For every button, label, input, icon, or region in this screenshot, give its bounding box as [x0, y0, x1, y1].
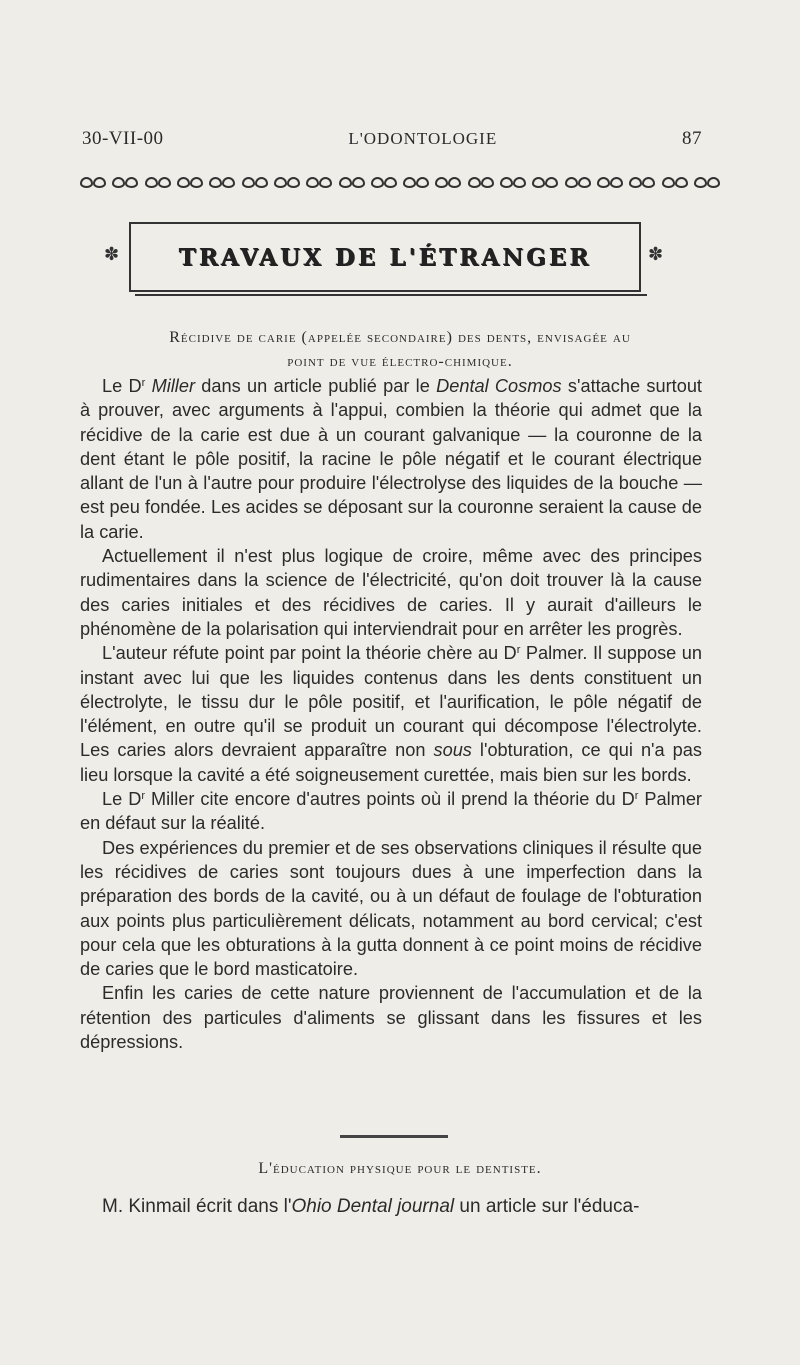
p4-text-b: Miller cite encore d'autres points où il prend la théorie du D	[145, 789, 635, 810]
section2-first-line	[102, 1195, 708, 1219]
p4-sup-2: r	[634, 790, 639, 803]
ornament-knot-icon	[435, 175, 461, 191]
paragraph-5: Des expériences du premier et de ses observations cliniques il résulte que les récidives de caries sont toujours dues à une imperfection dans la préparation des bords de la cavité, ou à un défaut de foulage de l'obturation aux points plus particulièrement délicats, notamment au bord cervical; c'est pour cela que les obturations à la gutta donnent à ce point moins de récidive de caries que le bord masticatoire.	[80, 837, 702, 980]
paragraph-1	[80, 374, 702, 544]
ornament-knot-icon	[629, 175, 655, 191]
page-number: 87	[682, 128, 702, 149]
ornament-knot-icon	[242, 175, 268, 191]
fleuron-left-icon: ✽	[104, 244, 120, 265]
p1-journal-name: Dental Cosmos	[436, 376, 562, 396]
fleuron-right-icon: ✽	[648, 244, 664, 265]
p3-italic-sous: sous	[433, 740, 472, 761]
p1-text-b: dans un article publié par le	[195, 376, 437, 396]
ornament-knot-icon	[209, 175, 235, 191]
header-date: 30-VII-00	[82, 128, 164, 149]
paragraph-2: Actuellement il n'est plus logique de croire, même avec des principes rudimentaires dans la science de l'électricité, qu'on doit trouver là la cause des caries initiales et des récidives de caries. Il y aurait d'ailleurs le phénomène de la polarisation qui interviendrait pour en arrêter les progrès.	[80, 546, 702, 639]
article-title	[80, 326, 720, 374]
s2-text-a: M. Kinmail écrit dans l'	[102, 1196, 292, 1217]
paragraph-3	[80, 641, 702, 787]
p3-text-b: Palmer. Il suppose un instant avec lui que les liquides contenus dans les dents constituent un électrolyte, le tissu dur le pôle positif, et l'aurification, le pôle négatif de l'élément, en outre qu'il se produit un courant qui décompose l'électrolyte. Les caries alors devraient apparaître non	[80, 643, 702, 761]
s2-text-b: un article sur l'éduca-	[454, 1196, 640, 1217]
journal-title: L'ODONTOLOGIE	[348, 129, 498, 148]
p3-sup: r	[516, 644, 521, 657]
paragraph-4	[80, 787, 702, 836]
p3-text-c: l'obturation, ce qui n'a pas lieu lorsque la cavité a été soigneusement curettée, mais bien sur les bords.	[80, 740, 702, 785]
section-divider	[340, 1135, 448, 1138]
p3-text-a: L'auteur réfute point par point la théorie chère au D	[102, 643, 517, 664]
article-title-line1: Récidive de carie (appelée secondaire) des dents, envisagée au	[169, 329, 631, 346]
ornament-knot-icon	[306, 175, 332, 191]
p1-text-c: s'attache surtout à prouver, avec arguments à l'appui, combien la théorie qui admet que la récidive de la carie est due à un courant galvanique — la couronne de la dent étant le pôle positif, la racine le pôle négatif et le courant électrique allant de l'un à l'autre pour produire l'électrolyse des liquides de la bouche — est peu fondée. Les acides se déposant sur la couronne seraient la cause de la carie.	[80, 376, 702, 542]
ornament-knot-icon	[274, 175, 300, 191]
p4-text-a: Le D	[102, 789, 142, 810]
running-header	[82, 128, 702, 150]
ornament-knot-icon	[371, 175, 397, 191]
article-title-line2: point de vue électro-chimique.	[287, 353, 513, 370]
p4-sup-1: r	[141, 790, 146, 803]
ornament-knot-icon	[500, 175, 526, 191]
ornament-knot-icon	[694, 175, 720, 191]
ornament-knot-icon	[532, 175, 558, 191]
banner-title: TRAVAUX DE L'ÉTRANGER	[178, 243, 592, 271]
ornament-knot-icon	[468, 175, 494, 191]
ornament-knot-icon	[80, 175, 106, 191]
p1-sup: r	[141, 377, 146, 389]
p4-text-c: Palmer en défaut sur la réalité.	[80, 789, 702, 834]
ornament-knot-icon	[597, 175, 623, 191]
ornament-knot-icon	[112, 175, 138, 191]
ornament-knot-icon	[662, 175, 688, 191]
ornamental-border	[80, 175, 720, 195]
paragraph-6: Enfin les caries de cette nature proviennent de l'accumulation et de la rétention des particules d'aliments se glissant dans les fissures et les dépressions.	[80, 983, 702, 1053]
section-banner	[129, 222, 641, 292]
article-body	[80, 374, 702, 1054]
s2-journal-name: Ohio Dental journal	[291, 1196, 455, 1217]
ornament-knot-icon	[565, 175, 591, 191]
p1-text-a: Le D	[102, 376, 142, 396]
ornament-knot-icon	[177, 175, 203, 191]
ornament-knot-icon	[145, 175, 171, 191]
section2-title: L'éducation physique pour le dentiste.	[258, 1160, 542, 1177]
ornament-knot-icon	[403, 175, 429, 191]
ornament-knot-icon	[339, 175, 365, 191]
p1-author-name: Miller	[145, 376, 196, 396]
